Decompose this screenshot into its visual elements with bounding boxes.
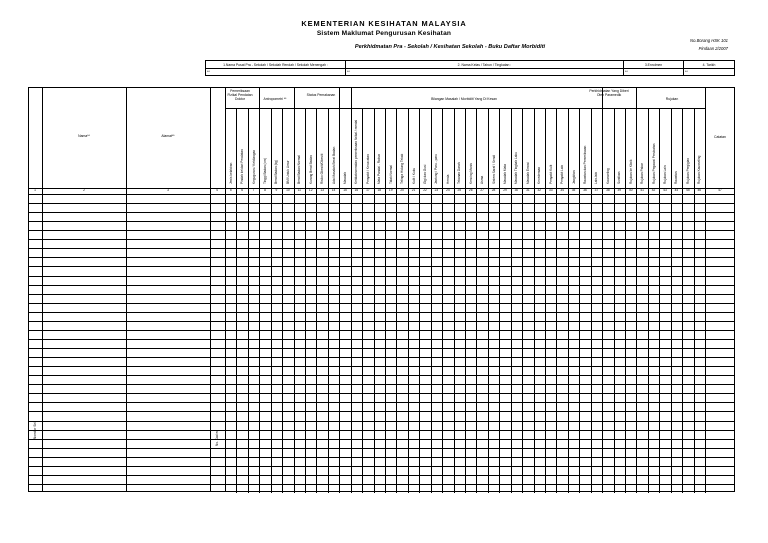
column-number: 12 xyxy=(308,188,313,192)
table-row xyxy=(29,457,734,458)
table-row xyxy=(29,266,734,267)
info-class-value: ** xyxy=(347,70,350,74)
page-subtitle: Sistem Maklumat Pengurusan Kesihatan xyxy=(316,30,452,37)
col-divider xyxy=(465,108,466,493)
table-row xyxy=(29,375,734,376)
col-divider xyxy=(454,108,455,493)
col-divider xyxy=(248,108,249,493)
info-class-cell xyxy=(345,61,623,75)
col-divider xyxy=(568,108,569,493)
column-number: 42 xyxy=(651,188,656,192)
column-header: Mata Pandai - Rabun xyxy=(377,153,382,184)
column-number: 29 xyxy=(503,188,507,192)
column-header: Kulit / Kuku xyxy=(411,167,416,184)
column-header: Suntikan xyxy=(617,171,622,184)
column-number: 31 xyxy=(526,188,530,192)
info-date-cell xyxy=(683,61,735,75)
col-divider xyxy=(556,108,557,493)
column-header: Kaunseling xyxy=(605,168,610,184)
table-row xyxy=(29,294,734,295)
column-header: Kurang Berat Badan xyxy=(308,155,313,184)
form-number: No.Borang HSK 101 xyxy=(690,38,728,43)
column-header: Berat Badan (kg) xyxy=(274,159,279,184)
column-header: Masalah Mata xyxy=(503,163,507,184)
column-number: 4 xyxy=(216,188,218,192)
column-number: 21 xyxy=(411,188,416,192)
column-number: 32 xyxy=(537,188,542,192)
column-header: Kencing Manis xyxy=(468,163,473,184)
col-divider xyxy=(545,108,546,493)
col-divider xyxy=(648,108,649,493)
column-number: 44 xyxy=(674,188,679,192)
info-enrolmen-cell xyxy=(623,61,683,75)
column-number: 6 xyxy=(241,188,244,192)
column-header: Rawatan dan Pemeriksaan xyxy=(583,145,587,184)
table-row xyxy=(29,366,734,367)
column-header: Rujukan Pakar xyxy=(640,163,645,184)
column-header: Jangkitan xyxy=(571,170,576,184)
column-header: Penyakit Kulit xyxy=(548,164,553,184)
column-header: Tekanan Darah xyxy=(457,162,462,184)
col-divider xyxy=(385,108,386,493)
table-row xyxy=(29,221,734,222)
group-nutrition-label: Status Pemakanan xyxy=(306,93,336,97)
table-row xyxy=(29,466,734,467)
table-row xyxy=(29,312,734,313)
column-number: 46 xyxy=(697,188,702,192)
group-physical-label: Pemeriksaan Fizikal Pendatan Doktor xyxy=(227,89,253,101)
col-divider xyxy=(671,108,672,493)
col-divider xyxy=(534,108,535,493)
column-header: Masalah xyxy=(343,171,347,184)
col-divider xyxy=(614,108,615,493)
table-row xyxy=(29,321,734,322)
revision-label: Pindaan 2/2007 xyxy=(698,46,728,51)
column-header: Gigi dan Gusi xyxy=(423,164,427,184)
column-header: Penyakit Lain xyxy=(560,164,565,184)
info-school-label: 1.Nama Pusat Pra - Sekolah / Sekolah Rendah / Sekolah Menengah : xyxy=(223,63,328,67)
column-number: 16 xyxy=(354,188,359,192)
column-number: 3 xyxy=(167,188,169,192)
morbidity-register-table xyxy=(28,87,735,492)
column-header: Rujukan Pegawai Perubatan xyxy=(651,143,656,184)
column-number: 43 xyxy=(663,188,667,192)
table-row xyxy=(29,348,734,349)
col-divider xyxy=(362,108,363,493)
column-header: Lain-lain xyxy=(594,171,599,184)
info-row xyxy=(205,60,735,76)
column-number: 9 xyxy=(275,188,278,192)
column-header: Risiko Obesiti/Obesiti xyxy=(320,153,325,184)
table-row xyxy=(29,393,734,394)
column-header: BMI Untuk Umur xyxy=(285,160,290,184)
column-number: 7 xyxy=(252,188,255,192)
column-header: Keguguran / Kehilangan xyxy=(251,149,256,184)
col-divider xyxy=(328,108,329,493)
column-header: Rujukan Pergigian xyxy=(685,157,690,184)
table-row xyxy=(29,411,734,412)
info-class-label: 2. Nama Kelas / Tahun / Tingkatan : xyxy=(457,63,512,67)
column-header: Pindah ke/dari Pendatan xyxy=(240,149,245,184)
col-divider xyxy=(236,108,237,493)
column-number: 38 xyxy=(606,188,610,192)
column-header: Telinga Hidung Tekak xyxy=(400,153,405,184)
col-divider xyxy=(476,108,477,493)
column-header: Sistem Saraf / Sendi xyxy=(491,154,496,184)
col-divider xyxy=(431,108,432,493)
column-number: 36 xyxy=(583,188,587,192)
table-row xyxy=(29,212,734,213)
column-number: 39 xyxy=(617,188,622,192)
col-remarks-label: Catatan xyxy=(714,135,726,139)
column-number: 10 xyxy=(286,188,290,192)
column-header: Masalah Emosi xyxy=(525,162,530,184)
column-header: Hernia xyxy=(445,174,450,184)
column-number: 17 xyxy=(366,188,370,192)
col-divider xyxy=(659,108,660,493)
col-divider xyxy=(682,108,683,493)
col-divider xyxy=(408,108,409,493)
group-morbidity-label: Bilangan Masalah / Morbiditi Yang Di Kesan xyxy=(431,97,497,101)
col-serial-label: Nombor Siri xyxy=(33,422,37,439)
info-date-label: 4. Tarikh xyxy=(702,63,716,67)
column-number: 2 xyxy=(83,188,85,192)
table-row xyxy=(29,475,734,476)
column-number: 25 xyxy=(457,188,462,192)
column-header: Tidak Normal xyxy=(388,165,393,184)
column-number: 41 xyxy=(640,188,644,192)
table-row xyxy=(29,448,734,449)
column-header: Penyakit / Kecacatan xyxy=(365,154,370,184)
col-divider xyxy=(625,108,626,493)
column-number: 24 xyxy=(446,188,450,192)
column-header: Jantung / Paru - paru xyxy=(434,154,439,184)
column-number: 1 xyxy=(34,188,36,192)
info-school-value: ** xyxy=(207,70,210,74)
table-row xyxy=(29,248,734,249)
col-divider xyxy=(591,108,592,493)
info-enrolmen-label: 3.Enrolmen xyxy=(644,63,663,67)
table-row xyxy=(29,239,734,240)
table-row xyxy=(29,339,734,340)
table-row xyxy=(29,384,734,385)
column-header: Masalah Tingkah Laku xyxy=(514,152,519,184)
col-divider xyxy=(305,108,306,493)
column-number: 8 xyxy=(264,188,266,192)
column-header: Kecederaan xyxy=(537,166,542,184)
table-row xyxy=(29,357,734,358)
table-row xyxy=(29,421,734,422)
table-row xyxy=(29,484,734,485)
table-row xyxy=(29,303,734,304)
info-date-value: ** xyxy=(685,70,688,74)
column-header: Rujukan Lain xyxy=(663,165,667,184)
column-header: Ketidaknormalan pemeriksaan fizikal / mental xyxy=(354,119,359,184)
column-number: 26 xyxy=(468,188,473,192)
col-divider xyxy=(282,108,283,493)
column-number: 28 xyxy=(491,188,496,192)
col-divider xyxy=(271,108,272,493)
column-number: 18 xyxy=(377,188,382,192)
column-number: 45 xyxy=(686,188,690,192)
col-divider xyxy=(316,108,317,493)
column-number: 35 xyxy=(571,188,576,192)
column-header: Berat Badan Normal xyxy=(297,155,302,184)
col-divider xyxy=(499,108,500,493)
group-paramedic-label: Perkhidmatan Yang Diberi Oleh Paramedik xyxy=(589,89,629,97)
column-header: Jenis kelahiran xyxy=(228,162,233,184)
info-enrolmen-value: ** xyxy=(625,70,628,74)
col-address-label: Alamat** xyxy=(161,134,175,138)
column-number: 30 xyxy=(514,188,519,192)
table-row xyxy=(29,439,734,440)
table-row xyxy=(29,230,734,231)
column-header: Rujukan ke Klinik xyxy=(628,159,633,184)
column-number: 23 xyxy=(434,188,439,192)
form-title: Perkhidmatan Pra - Sekolah / Kesihatan Sekolah - Buku Daftar Morbiditi xyxy=(354,44,546,50)
column-number: 13 xyxy=(320,188,324,192)
col-divider xyxy=(522,108,523,493)
table-row xyxy=(29,203,734,204)
group-header-line xyxy=(225,108,705,109)
column-number: 47 xyxy=(718,188,722,192)
column-number: 19 xyxy=(388,188,393,192)
column-header: Asma xyxy=(480,175,485,184)
column-number: 37 xyxy=(594,188,599,192)
column-header: Tinggi Badan (cm) xyxy=(263,158,267,184)
number-row-line xyxy=(29,194,734,195)
table-row xyxy=(29,257,734,258)
col-divider xyxy=(442,108,443,493)
col-divider xyxy=(579,108,580,493)
col-divider xyxy=(511,108,512,493)
header-line xyxy=(29,188,734,189)
column-number: 20 xyxy=(400,188,404,192)
column-number: 34 xyxy=(560,188,564,192)
column-number: 40 xyxy=(628,188,633,192)
table-row xyxy=(29,430,734,431)
table-row xyxy=(29,402,734,403)
column-header: Ada Masalah Berat Badan xyxy=(331,146,336,184)
col-divider xyxy=(396,108,397,493)
column-number: 14 xyxy=(331,188,336,192)
column-header: Rawatan xyxy=(674,171,679,184)
column-header: Rujukan Kaunseling xyxy=(697,155,702,184)
column-number: 15 xyxy=(343,188,347,192)
page-title: KEMENTERIAN KESIHATAN MALAYSIA xyxy=(301,19,467,28)
col-divider xyxy=(488,108,489,493)
col-idno-label: No. Kad ex xyxy=(215,430,219,446)
table-row xyxy=(29,276,734,277)
group-anthropometry-label: Antropometri ** xyxy=(263,97,287,101)
column-number: 27 xyxy=(480,188,484,192)
table-row xyxy=(29,285,734,286)
column-number: 22 xyxy=(423,188,427,192)
col-divider xyxy=(694,108,695,493)
group-referral-label: Rujukan xyxy=(665,97,679,101)
table-row xyxy=(29,330,734,331)
col-divider xyxy=(419,108,420,493)
col-name-label: Nama** xyxy=(78,134,90,138)
info-school-cell xyxy=(205,61,345,75)
column-number: 33 xyxy=(548,188,553,192)
column-number: 5 xyxy=(229,188,232,192)
column-number: 11 xyxy=(297,188,301,192)
col-divider xyxy=(374,108,375,493)
